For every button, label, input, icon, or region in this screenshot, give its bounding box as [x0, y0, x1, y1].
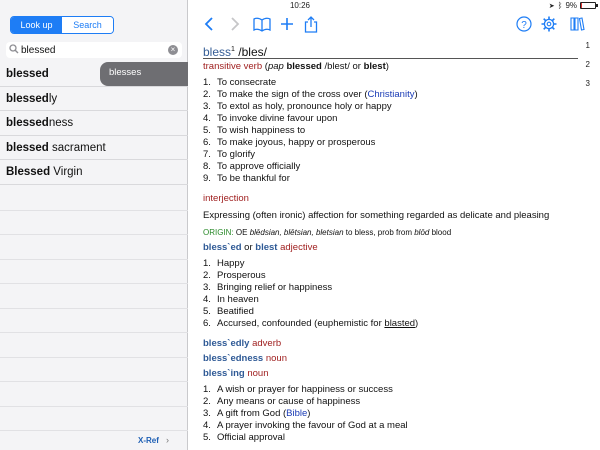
sense — [203, 408, 583, 420]
search-icon — [9, 44, 19, 54]
interjection-definition: Expressing (often ironic) affection for something regarded as delicate and pleasing — [203, 210, 550, 221]
sense-text: To invoke divine favour upon — [217, 113, 338, 124]
part-of-speech: transitive verb — [203, 61, 263, 72]
part-of-speech: adjective — [277, 242, 318, 253]
sense — [203, 113, 583, 125]
help-icon[interactable] — [514, 14, 534, 34]
status-time: 10:26 — [289, 1, 311, 10]
sense-number: 3. — [203, 282, 211, 293]
sense — [203, 89, 583, 101]
headword: bless — [203, 45, 232, 59]
back-icon[interactable] — [199, 14, 219, 34]
result-rest: ness — [48, 117, 74, 129]
page-numbers — [586, 41, 590, 98]
empty-list-rows — [0, 186, 188, 431]
sense — [203, 384, 583, 396]
sense-text: Accursed, confounded (euphemistic for — [217, 318, 385, 329]
page-number[interactable]: 3 — [585, 79, 590, 88]
inflection-popup[interactable]: blesses — [100, 62, 188, 86]
sense — [203, 258, 583, 270]
pronunciation: /bles/ — [238, 45, 267, 59]
sense-number: 3. — [203, 408, 211, 419]
subentry-headword: bless`edness — [203, 353, 264, 364]
origin-label: ORIGIN: — [203, 228, 234, 237]
library-icon[interactable] — [567, 14, 587, 34]
search-input[interactable] — [21, 43, 166, 57]
share-icon[interactable] — [301, 14, 321, 34]
sense — [203, 318, 583, 330]
subentry-headword: blest — [255, 242, 278, 253]
sense — [203, 306, 583, 318]
sense-text: Happy — [217, 258, 245, 269]
sense-number: 4. — [203, 113, 211, 124]
tab-look-up[interactable]: Look up — [11, 17, 62, 33]
result-bold: blessed — [6, 117, 49, 129]
result-bold: blessed — [6, 141, 49, 154]
sense-text: To approve officially — [217, 161, 301, 172]
forms-label: pap — [267, 61, 284, 72]
part-of-speech: adverb — [249, 338, 282, 349]
book-icon[interactable] — [252, 14, 272, 34]
sense-number: 3. — [203, 101, 211, 112]
sense-text: To wish happiness to — [217, 125, 306, 136]
adjective-header — [203, 242, 583, 254]
result-bold: blessed — [6, 92, 49, 105]
bluetooth-icon: ᛒ — [557, 1, 563, 10]
battery-icon — [580, 2, 596, 9]
toolbar — [189, 12, 600, 38]
sidebar — [0, 0, 188, 450]
origin-forms: blōd — [414, 228, 430, 237]
noun-senses — [203, 384, 583, 444]
verb-senses — [203, 77, 583, 185]
sense — [203, 282, 583, 294]
derivative — [203, 338, 583, 350]
sense-text: A gift from God ( — [217, 408, 287, 419]
svg-text:?: ? — [521, 20, 527, 31]
sense — [203, 420, 583, 432]
part-of-speech: noun — [244, 368, 269, 379]
sense-text: To make joyous, happy or prosperous — [217, 137, 376, 148]
sense-text: Official approval — [217, 432, 285, 443]
chevron-right-icon[interactable]: › — [166, 435, 169, 445]
sense-number: 9. — [203, 173, 211, 184]
clear-search-icon[interactable]: × — [168, 45, 178, 55]
inflection: blest — [363, 61, 386, 72]
mode-segmented-control — [10, 16, 114, 34]
result-bold: blessed — [6, 68, 49, 80]
sense — [203, 149, 583, 161]
subentry-headword: bless`ing — [203, 368, 245, 379]
origin-text: OE — [233, 228, 250, 237]
entry-view — [189, 38, 600, 450]
entry-body — [203, 61, 583, 444]
sense-number: 7. — [203, 149, 211, 160]
result-rest: ly — [48, 92, 58, 105]
sense-number: 6. — [203, 137, 211, 148]
inflection: blessed — [286, 61, 322, 72]
list-item[interactable] — [0, 111, 188, 136]
sense-number: 8. — [203, 161, 211, 172]
origin-text: blood — [429, 228, 452, 237]
sense-number: 1. — [203, 77, 211, 88]
sense-text: To glorify — [217, 149, 256, 160]
add-icon[interactable] — [277, 14, 297, 34]
sense-text: Beatified — [217, 306, 254, 317]
forms-text: ( — [264, 61, 268, 72]
sense-text: A prayer invoking the favour of God at a meal — [217, 420, 408, 431]
sense — [203, 270, 583, 282]
battery-fill — [581, 3, 582, 8]
list-item[interactable] — [0, 136, 188, 161]
sense — [203, 432, 583, 444]
status-right — [549, 1, 596, 10]
sense-number: 2. — [203, 89, 211, 100]
result-rest: Virgin — [50, 166, 83, 178]
cross-reference-link[interactable]: blasted — [384, 318, 416, 329]
adjective-senses — [203, 258, 583, 330]
sense-text: ) — [415, 318, 419, 329]
sense-number: 5. — [203, 125, 211, 136]
forward-icon[interactable] — [225, 14, 245, 34]
sense-number: 2. — [203, 270, 211, 281]
sense-text: Any means or cause of happiness — [217, 396, 361, 407]
etymology — [203, 227, 583, 238]
sense-number: 2. — [203, 396, 211, 407]
subentry-headword: bless`edly — [203, 338, 250, 349]
origin-forms: blēdsian, blētsian, bletsian — [249, 228, 344, 237]
forms-text: ) — [385, 61, 389, 72]
subentry-headword: bless`ed — [203, 242, 242, 253]
sense-number: 1. — [203, 258, 211, 269]
search-bar — [6, 42, 182, 58]
sense-number: 5. — [203, 306, 211, 317]
page-number[interactable]: 2 — [585, 60, 590, 69]
homograph-number: 1 — [231, 46, 235, 53]
derivative — [203, 353, 583, 365]
domain-link[interactable]: Bible — [286, 408, 308, 419]
sense-text: In heaven — [217, 294, 259, 305]
sense-text: ) — [307, 408, 311, 419]
sense-text: Bringing relief or happiness — [217, 282, 333, 293]
sense-text: A wish or prayer for happiness or success — [217, 384, 393, 395]
domain-link[interactable]: Christianity — [367, 89, 415, 100]
tab-search[interactable]: Search — [62, 17, 113, 33]
sense-text: ) — [414, 89, 418, 100]
page-number[interactable]: 1 — [585, 41, 590, 50]
sense-number: 4. — [203, 294, 211, 305]
sense-text: Prosperous — [217, 270, 266, 281]
sense-number: 5. — [203, 432, 211, 443]
xref-button[interactable]: X-Ref — [138, 436, 159, 445]
sense-number: 4. — [203, 420, 211, 431]
sense-text: To extol as holy, pronounce holy or happy — [217, 101, 392, 112]
battery-percent: 9% — [565, 1, 577, 10]
sense — [203, 77, 583, 89]
sense — [203, 161, 583, 173]
sense-text: To be thankful for — [217, 173, 290, 184]
part-of-speech: noun — [263, 353, 287, 364]
result-bold: Blessed — [6, 166, 51, 178]
settings-icon[interactable] — [539, 14, 559, 34]
sense-text: To make the sign of the cross over ( — [217, 89, 368, 100]
entry-headline — [203, 43, 578, 59]
sense — [203, 125, 583, 137]
sense — [203, 137, 583, 149]
interjection-label: interjection — [203, 193, 249, 204]
sense-number: 6. — [203, 318, 211, 329]
verb-header — [203, 61, 583, 73]
location-icon: ➤ — [548, 2, 555, 10]
result-rest: sacrament — [48, 141, 106, 154]
sense-number: 1. — [203, 384, 211, 395]
sense — [203, 101, 583, 113]
origin-text: to bless, prob from — [343, 228, 415, 237]
list-item[interactable] — [0, 87, 188, 112]
sense-text: To consecrate — [217, 77, 277, 88]
list-item[interactable] — [0, 160, 188, 185]
or-text: or — [241, 242, 256, 253]
derivative — [203, 368, 583, 380]
forms-text: /blest/ or — [321, 61, 364, 72]
sense — [203, 396, 583, 408]
sense — [203, 294, 583, 306]
sense — [203, 173, 583, 185]
